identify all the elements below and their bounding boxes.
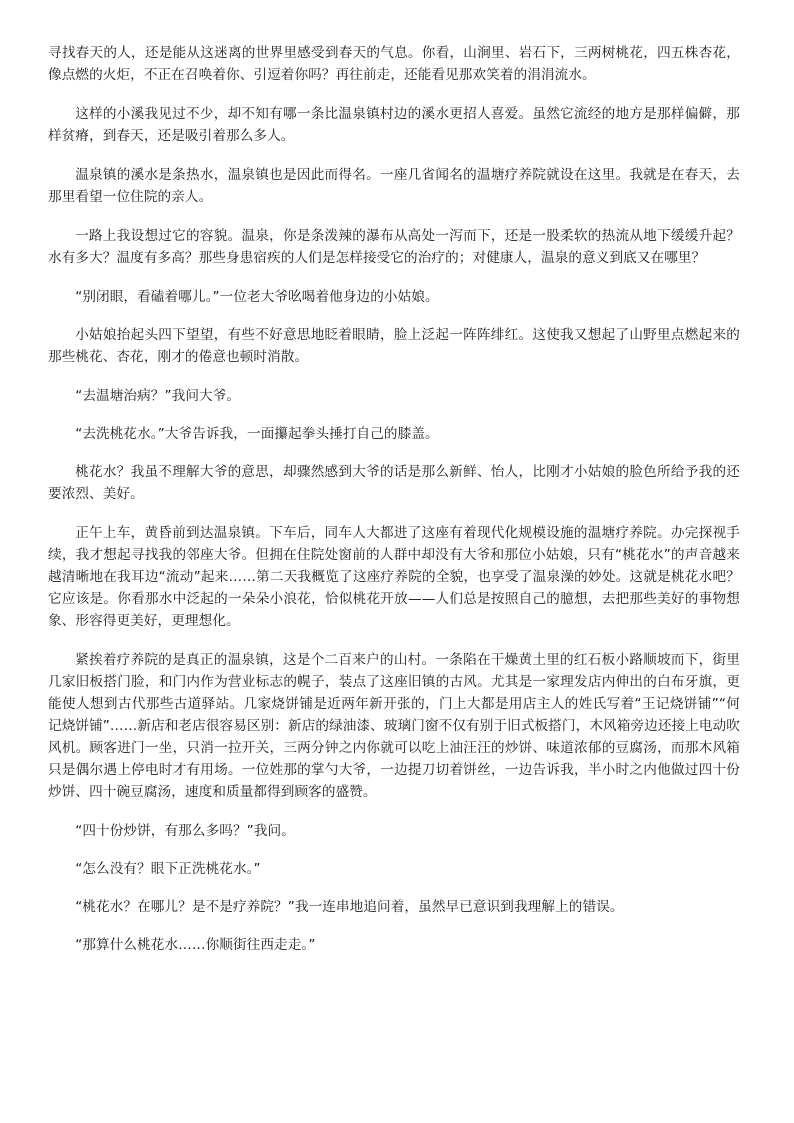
paragraph-dialog-why-not: “怎么没有？眼下正洗桃花水。” (75, 861, 261, 877)
paragraph-town: 温泉镇的溪水是条热水，温泉镇也是因此而得名。一座几省闻名的温塘疗养院就设在这里。我就是在春天，去那里看望一位住院的亲人。 (48, 167, 740, 205)
paragraph-village: 紧挨着疗养院的是真正的温泉镇，这是个二百来户的山村。一条陷在干燥黄土里的红石板小路顺坡而下，街里几家旧板搭门脸，和门内作为营业标志的幌子，装点了这座旧镇的古风。尤其是一家理发店内伸出的白布牙旗，更能使人想到古代那些古道驿站。几家烧饼铺是近两年新开张的，门上大都是用店主人的姓氏写着“王记烧饼铺”“何记烧饼铺”……新店和老店很容易区别：新店的绿油漆、玻璃门窗不仅有别于旧式板搭门，木风箱旁边还接上电动吹风机。顾客进门一坐，只消一拉开关，三两分钟之内你就可以吃上油汪汪的炒饼、味道浓郁的豆腐汤，而那木风箱只是偶尔遇上停电时才有用场。一位姓那的掌勺大爷，一边提刀切着饼丝，一边告诉我，半小时之内他做过四十份炒饼、四十碗豆腐汤，速度和质量都得到顾客的盛赞。 (48, 652, 740, 800)
paragraph-peach-water: 桃花水？我虽不理解大爷的意思，却骤然感到大爷的话是那么新鲜、怡人，比刚才小姑娘的脸色所给予我的还要浓烈、美好。 (48, 464, 740, 502)
paragraph-arrival: 正午上车，黄昏前到达温泉镇。下车后，同车人大都进了这座有着现代化规模设施的温塘疗养院。办完探视手续，我才想起寻找我的邻座大爷。但拥在住院处窗前的人群中却没有大爷和那位小姑娘，只有“桃花水”的声音越来越清晰地在我耳边“流动”起来……第二天我概览了这座疗养院的全貌，也享受了温泉澡的妙处。这就是桃花水吧？它应该是。你看那水中泛起的一朵朵小浪花，恰似桃花开放——人们总是按照自己的臆想，去把那些美好的事物想象、形容得更美好，更理想化。 (48, 525, 740, 629)
paragraph-dialog-where: “桃花水？在哪儿？是不是疗养院？”我一连串地追问着，虽然早已意识到我理解上的错误。 (75, 899, 624, 915)
paragraph-dialog-west: “那算什么桃花水……你顺街往西走走。” (75, 937, 316, 953)
paragraph-imagining: 一路上我设想过它的容貌。温泉，你是条泼辣的瀑布从高处一泻而下，还是一股柔软的热流从地下缓缓升起？水有多大？温度有多高？那些身患宿疾的人们是怎样接受它的治疗的；对健康人，温泉的意义到底又在哪里？ (48, 228, 740, 266)
paragraph-dialog-answer: “去洗桃花水。”大爷告诉我，一面攥起拳头捶打自己的膝盖。 (75, 426, 439, 442)
paragraph-continuation: 寻找春天的人，还是能从这迷离的世界里感受到春天的气息。你看，山涧里、岩石下，三两树桃花，四五株杏花，像点燃的火炬，不正在召唤着你、引逗着你吗？再往前走，还能看见那欢笑着的涓涓流水。 (48, 45, 740, 83)
paragraph-girl: 小姑娘抬起头四下望望，有些不好意思地眨着眼睛，脸上泛起一阵阵绯红。这使我又想起了山野里点燃起来的那些桃花、杏花，刚才的倦意也顿时消散。 (48, 327, 740, 365)
paragraph-dialog-question: “去温塘治病？”我问大爷。 (75, 388, 241, 404)
paragraph-dialog-forty: “四十份炒饼，有那么多吗？”我问。 (75, 823, 295, 839)
paragraph-dialog-old-man: “别闭眼，看磕着哪儿。”一位老大爷吆喝着他身边的小姑娘。 (75, 289, 439, 305)
paragraph-stream: 这样的小溪我见过不少，却不知有哪一条比温泉镇村边的溪水更招人喜爱。虽然它流经的地方是那样偏僻，那样贫瘠，到春天，还是吸引着那么多人。 (48, 106, 740, 144)
